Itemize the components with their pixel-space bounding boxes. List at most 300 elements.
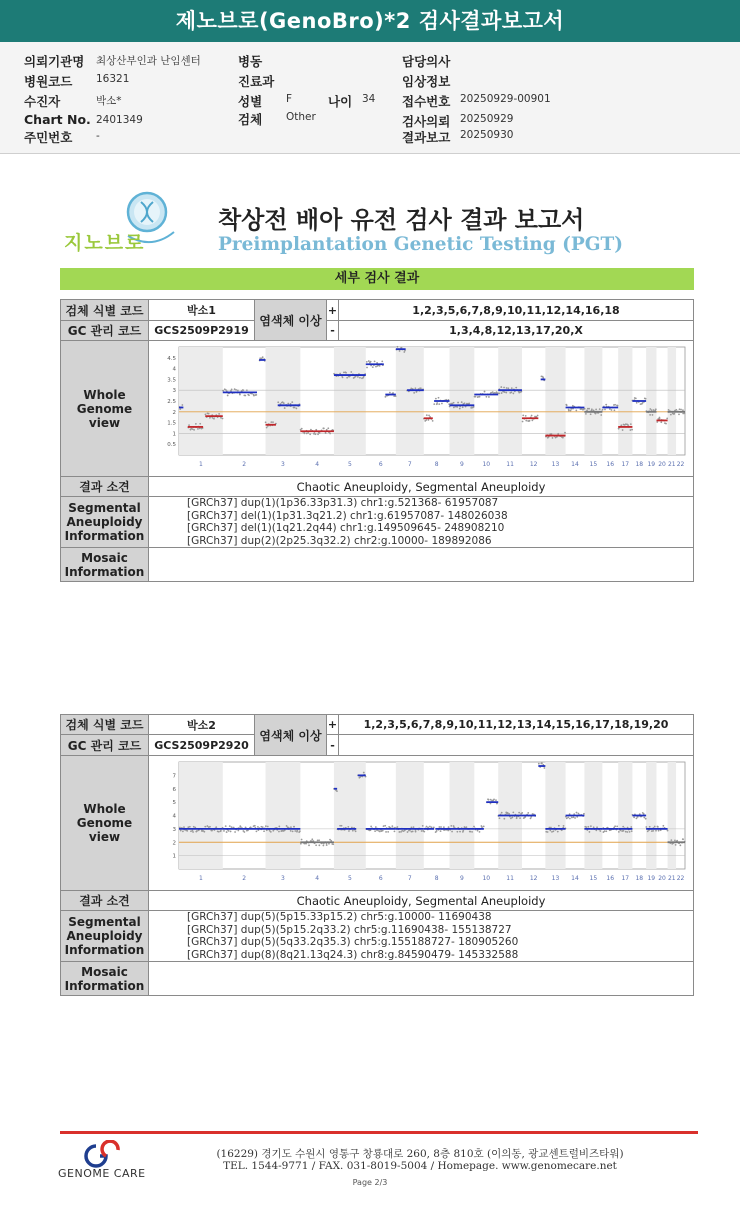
data-point <box>636 818 638 820</box>
data-point <box>263 830 265 832</box>
report-header-title: 제노브로(GenoBro)*2 검사결과보고서 <box>0 0 740 42</box>
data-point <box>552 437 554 439</box>
data-point <box>426 826 428 828</box>
data-point <box>511 817 513 819</box>
data-point <box>658 830 660 832</box>
label-clinical-info: 임상정보 <box>402 74 451 89</box>
data-point <box>355 830 357 832</box>
data-point <box>473 826 475 828</box>
section-title: 세부 검사 결과 <box>60 268 694 290</box>
data-point <box>679 408 681 410</box>
value-requested: 20250929 <box>460 113 514 125</box>
data-point <box>599 830 601 832</box>
data-point <box>428 419 430 421</box>
value-specimen: Other <box>286 111 316 123</box>
genome-view-cell <box>149 341 694 477</box>
data-point <box>429 826 431 828</box>
data-point <box>259 357 261 359</box>
data-point <box>665 423 667 425</box>
data-point <box>678 413 680 415</box>
label-segmental: Segmental Aneuploidy Information <box>61 497 149 548</box>
mosaic-value <box>149 548 694 582</box>
data-point <box>186 830 188 832</box>
data-point <box>483 826 485 828</box>
data-point <box>197 428 199 430</box>
loss-chromosomes: 1,3,4,8,12,13,17,20,X <box>339 321 694 341</box>
data-point <box>412 831 414 833</box>
data-point <box>512 393 514 395</box>
data-point <box>676 840 678 842</box>
gain-chromosomes: 1,2,3,5,6,7,8,9,10,11,12,14,16,18 <box>339 300 694 321</box>
x-tick-label: 8 <box>434 461 439 468</box>
data-point <box>262 356 264 358</box>
data-point <box>547 831 549 833</box>
data-point <box>290 830 292 832</box>
data-point <box>605 404 607 406</box>
data-point <box>407 831 409 833</box>
data-point <box>395 395 397 397</box>
segmental-line: [GRCh37] del(1)(1q21.2q44) chr1:g.149509645- 248908210 <box>187 522 505 534</box>
data-point <box>363 772 365 774</box>
data-point <box>327 427 329 429</box>
data-point <box>541 762 543 764</box>
data-point <box>357 376 359 378</box>
data-point <box>630 826 632 828</box>
data-point <box>329 433 331 435</box>
data-point <box>368 360 370 362</box>
chromosome-band <box>668 347 676 455</box>
data-point <box>645 398 647 400</box>
data-point <box>589 831 591 833</box>
data-point <box>396 826 398 828</box>
x-tick-label: 8 <box>434 875 439 882</box>
chromosome-band <box>545 347 565 455</box>
segmental-line: [GRCh37] dup(5)(5q33.2q35.3) chr5:g.155188727- 180905260 <box>187 936 519 948</box>
data-point <box>234 831 236 833</box>
data-point <box>613 409 615 411</box>
data-point <box>397 346 399 348</box>
data-point <box>626 831 628 833</box>
data-point <box>522 414 524 416</box>
data-point <box>506 387 508 389</box>
data-point <box>420 387 422 389</box>
x-tick-label: 6 <box>378 461 383 468</box>
data-point <box>471 831 473 833</box>
x-tick-label: 22 <box>676 461 685 468</box>
data-point <box>267 826 269 828</box>
data-point <box>629 831 631 833</box>
x-tick-label: 2 <box>242 461 247 468</box>
label-ward: 병동 <box>238 54 263 69</box>
data-point <box>617 405 619 407</box>
data-point <box>593 826 595 828</box>
data-point <box>189 826 191 828</box>
x-tick-label: 5 <box>347 875 352 882</box>
data-point <box>504 391 506 393</box>
data-point <box>319 432 321 434</box>
data-point <box>469 831 471 833</box>
data-point <box>652 830 654 832</box>
data-point <box>374 360 376 362</box>
data-point <box>461 401 463 403</box>
data-point <box>231 389 233 391</box>
data-point <box>254 825 256 827</box>
y-tick-label: 3 <box>172 826 176 833</box>
data-point <box>631 830 633 832</box>
x-tick-label: 6 <box>378 875 383 882</box>
data-point <box>636 402 638 404</box>
data-point <box>590 825 592 827</box>
data-point <box>218 831 220 833</box>
label-department: 진료과 <box>238 74 275 89</box>
data-point <box>604 409 606 411</box>
data-point <box>440 830 442 832</box>
data-point <box>595 413 597 415</box>
y-tick-label: 4 <box>172 813 176 820</box>
segmental-line: [GRCh37] dup(8)(8q21.13q24.3) chr8:g.84590479- 145332588 <box>187 948 519 961</box>
data-point <box>435 398 437 400</box>
data-point <box>228 830 230 832</box>
data-point <box>625 831 627 833</box>
data-point <box>456 406 458 408</box>
data-point <box>462 830 464 832</box>
data-point <box>277 401 279 403</box>
whole-genome-chart-1 <box>163 343 689 471</box>
report-title-en: Preimplantation Genetic Testing (PGT) <box>218 234 624 255</box>
mosaic-value <box>149 962 694 996</box>
plot-frame <box>179 347 685 455</box>
data-point <box>348 830 350 832</box>
data-point <box>227 395 229 397</box>
y-tick-label: 2.5 <box>167 399 176 405</box>
data-point <box>614 404 616 406</box>
data-point <box>443 826 445 828</box>
data-point <box>484 391 486 393</box>
x-tick-label: 11 <box>506 461 514 468</box>
data-point <box>453 402 455 404</box>
x-tick-label: 3 <box>281 875 285 882</box>
label-finding: 결과 소견 <box>61 477 149 497</box>
data-point <box>307 432 309 434</box>
value-sex: F <box>286 93 293 105</box>
label-sample-id: 검체 식별 코드 <box>61 715 149 735</box>
label-chart-no: Chart No. <box>24 112 91 127</box>
data-point <box>622 826 624 828</box>
data-point <box>459 408 461 410</box>
data-point <box>374 830 376 832</box>
data-point <box>342 377 344 379</box>
chromosome-band <box>584 347 602 455</box>
data-point <box>684 412 686 414</box>
data-point <box>229 825 231 827</box>
data-point <box>332 843 334 845</box>
data-point <box>295 408 297 410</box>
data-point <box>293 826 295 828</box>
data-point <box>226 831 228 833</box>
data-point <box>557 433 559 435</box>
label-gc-code: GC 관리 코드 <box>61 321 149 341</box>
chromosome-band <box>668 762 676 869</box>
data-point <box>413 392 415 394</box>
data-point <box>257 826 259 828</box>
data-point <box>223 830 225 832</box>
data-point <box>345 372 347 374</box>
chromosome-band <box>179 347 223 455</box>
data-point <box>485 396 487 398</box>
sample-id-value: 박소2 <box>149 715 255 735</box>
data-point <box>557 831 559 833</box>
data-point <box>649 414 651 416</box>
x-tick-label: 13 <box>551 875 560 882</box>
segmental-line: [GRCh37] dup(2)(2p25.3q32.2) chr2:g.10000- 189892086 <box>187 534 492 547</box>
data-point <box>315 844 317 846</box>
data-point <box>413 826 415 828</box>
data-point <box>399 350 401 352</box>
data-point <box>551 433 553 435</box>
loss-symbol: - <box>327 735 339 756</box>
data-point <box>265 421 267 423</box>
data-point <box>507 387 509 389</box>
data-point <box>633 816 635 818</box>
chromosome-band <box>618 347 632 455</box>
y-tick-label: 3 <box>172 388 176 395</box>
data-point <box>350 371 352 373</box>
data-point <box>578 813 580 815</box>
data-point <box>585 826 587 828</box>
data-point <box>301 839 303 841</box>
data-point <box>525 415 527 417</box>
data-point <box>655 830 657 832</box>
y-tick-label: 1 <box>172 431 176 438</box>
gc-code-value: GCS2509P2920 <box>149 735 255 756</box>
finding-value: Chaotic Aneuploidy, Segmental Aneuploidy <box>149 891 694 911</box>
chromosome-band <box>646 762 656 869</box>
data-point <box>438 403 440 405</box>
data-point <box>673 413 675 415</box>
x-tick-label: 15 <box>589 461 598 468</box>
data-point <box>392 392 394 394</box>
report-title-ko: 착상전 배아 유전 검사 결과 보고서 <box>218 206 585 234</box>
data-point <box>531 415 533 417</box>
data-point <box>674 839 676 841</box>
value-resident-no: - <box>96 130 100 142</box>
data-point <box>462 406 464 408</box>
data-point <box>255 394 257 396</box>
loss-chromosomes <box>339 735 694 756</box>
data-point <box>538 763 540 765</box>
x-tick-label: 2 <box>242 875 247 882</box>
chromosome-band <box>396 762 424 869</box>
data-point <box>425 419 427 421</box>
data-point <box>431 826 433 828</box>
label-whole-genome: Whole Genome view <box>61 341 149 477</box>
x-tick-label: 9 <box>459 875 464 882</box>
data-point <box>479 396 481 398</box>
data-point <box>235 389 237 391</box>
data-point <box>500 386 502 388</box>
label-reported: 결과보고 <box>402 130 451 145</box>
data-point <box>618 831 620 833</box>
segmental-line: [GRCh37] del(1)(1p31.3q21.2) chr1:g.61957087- 148026038 <box>187 509 508 522</box>
data-point <box>270 421 272 423</box>
data-point <box>552 830 554 832</box>
page-number: Page 2/3 <box>352 1178 388 1187</box>
data-point <box>292 830 294 832</box>
data-point <box>193 429 195 431</box>
data-point <box>239 394 241 396</box>
data-point <box>527 812 529 814</box>
data-point <box>188 424 190 426</box>
data-point <box>311 838 313 840</box>
data-point <box>323 427 325 429</box>
data-point <box>270 831 272 833</box>
data-point <box>645 818 647 820</box>
chromosome-band <box>449 762 474 869</box>
x-tick-label: 14 <box>571 875 579 882</box>
data-point <box>359 377 361 379</box>
data-point <box>432 420 434 422</box>
data-point <box>643 817 645 819</box>
data-point <box>629 429 631 431</box>
data-point <box>488 396 490 398</box>
label-resident-no: 주민번호 <box>24 130 73 145</box>
data-point <box>587 826 589 828</box>
data-point <box>208 413 210 415</box>
data-point <box>466 826 468 828</box>
label-mosaic: Mosaic Information <box>61 548 149 582</box>
data-point <box>366 367 368 369</box>
data-point <box>495 799 497 801</box>
data-point <box>616 825 618 827</box>
data-point <box>265 825 267 827</box>
data-point <box>645 826 647 828</box>
data-point <box>383 825 385 827</box>
label-sample-id: 검체 식별 코드 <box>61 300 149 321</box>
data-point <box>246 389 248 391</box>
data-point <box>490 392 492 394</box>
data-point <box>583 813 585 815</box>
value-accession-no: 20250929-00901 <box>460 93 551 105</box>
data-point <box>600 414 602 416</box>
chromosome-band <box>646 347 656 455</box>
x-tick-label: 13 <box>551 461 560 468</box>
data-point <box>382 830 384 832</box>
x-tick-label: 10 <box>482 875 491 882</box>
segmental-line: [GRCh37] dup(1)(1p36.33p31.3) chr1:g.521368- 61957087 <box>187 497 499 509</box>
data-point <box>668 409 670 411</box>
data-point <box>195 423 197 425</box>
data-point <box>518 812 520 814</box>
data-point <box>231 826 233 828</box>
data-point <box>488 799 490 801</box>
data-point <box>662 825 664 827</box>
label-age: 나이 <box>328 94 353 109</box>
data-point <box>204 826 206 828</box>
data-point <box>549 830 551 832</box>
data-point <box>654 826 656 828</box>
label-hospital-code: 병원코드 <box>24 74 73 89</box>
data-point <box>575 410 577 412</box>
data-point <box>605 830 607 832</box>
y-tick-label: 3.5 <box>167 377 176 384</box>
chromosome-band <box>396 347 424 455</box>
data-point <box>510 392 512 394</box>
data-point <box>385 831 387 833</box>
data-point <box>682 409 684 411</box>
data-point <box>394 830 396 832</box>
x-tick-label: 7 <box>407 461 412 468</box>
data-point <box>666 418 668 420</box>
x-tick-label: 12 <box>529 875 538 882</box>
data-point <box>568 410 570 412</box>
data-point <box>230 831 232 833</box>
data-point <box>569 818 571 820</box>
y-tick-label: 5 <box>172 800 176 807</box>
x-tick-label: 16 <box>606 875 615 882</box>
data-point <box>322 845 324 847</box>
data-point <box>213 418 215 420</box>
data-point <box>310 429 312 431</box>
data-point <box>657 826 659 828</box>
y-tick-label: 0.5 <box>167 442 176 449</box>
data-point <box>564 432 566 434</box>
y-tick-label: 1.5 <box>167 420 176 427</box>
data-point <box>602 409 604 411</box>
data-point <box>574 817 576 819</box>
data-point <box>599 408 601 410</box>
data-point <box>675 844 677 846</box>
data-point <box>591 408 593 410</box>
gain-symbol: + <box>327 715 339 735</box>
data-point <box>659 418 661 420</box>
data-point <box>512 811 514 813</box>
data-point <box>303 432 305 434</box>
gc-code-value: GCS2509P2919 <box>149 321 255 341</box>
value-institution: 최상산부인과 난임센터 <box>96 55 201 67</box>
data-point <box>473 406 475 408</box>
data-point <box>604 830 606 832</box>
label-chromosome-abnormality: 염색체 이상 <box>255 715 327 756</box>
data-point <box>284 407 286 409</box>
x-tick-label: 3 <box>281 461 285 468</box>
data-point <box>503 387 505 389</box>
footer-address: (16229) 경기도 수원시 영통구 창룡대로 260, 8층 810호 (이의동, 광교센트럴비즈타워) <box>216 1148 624 1160</box>
x-tick-label: 19 <box>647 875 656 882</box>
data-point <box>441 403 443 405</box>
data-point <box>256 830 258 832</box>
data-point <box>341 825 343 827</box>
data-point <box>203 831 205 833</box>
label-examinee: 수진자 <box>24 94 61 109</box>
data-point <box>433 403 435 405</box>
chromosome-band <box>498 347 522 455</box>
x-tick-label: 19 <box>647 461 656 468</box>
data-point <box>218 413 220 415</box>
data-point <box>468 403 470 405</box>
value-chart-no: 2401349 <box>96 114 143 126</box>
label-institution: 의뢰기관명 <box>24 54 85 69</box>
chromosome-band <box>618 762 632 869</box>
data-point <box>511 387 513 389</box>
x-tick-label: 12 <box>529 461 538 468</box>
data-point <box>438 397 440 399</box>
data-point <box>347 826 349 828</box>
x-tick-label: 21 <box>667 875 676 882</box>
data-point <box>567 817 569 819</box>
chromosome-band <box>584 762 602 869</box>
x-tick-label: 10 <box>482 461 491 468</box>
data-point <box>609 408 611 410</box>
